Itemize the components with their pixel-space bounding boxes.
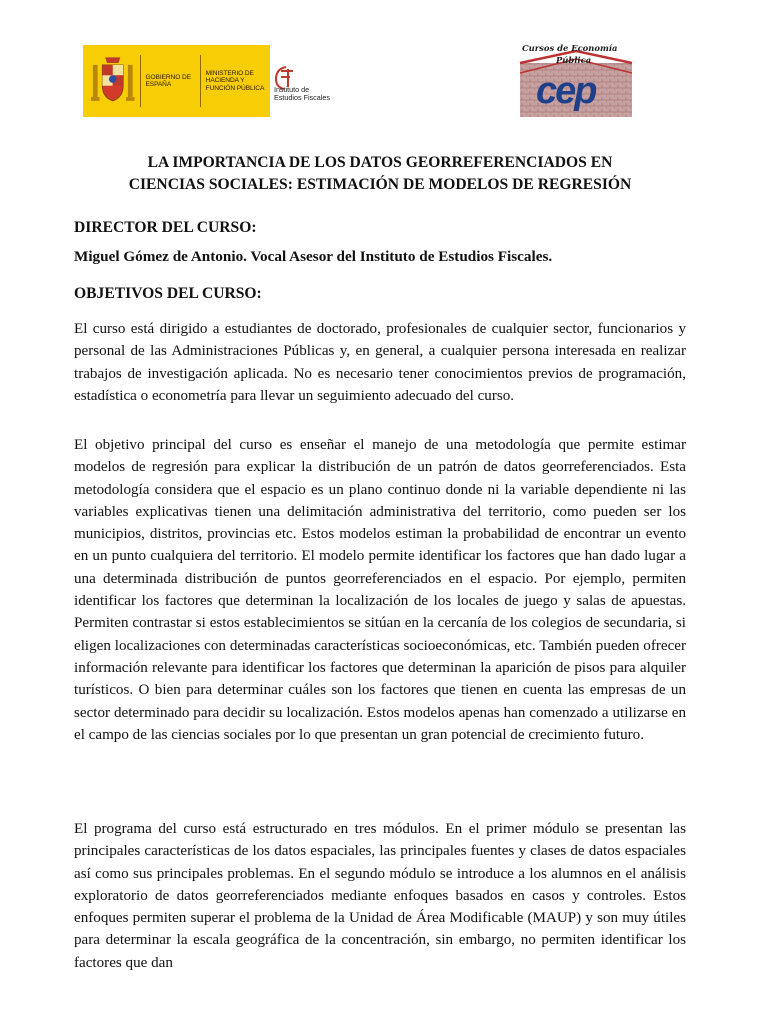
director-heading: DIRECTOR DEL CURSO: (74, 219, 257, 236)
paragraph-2: El objetivo principal del curso es enseñar el manejo de una metodología que permite estimar modelos de regresión para explicar la distribución de un patrón de datos georreferenciados. Esta metodología considera que el espacio es un plano continuo donde ni la variable dependiente ni las variables explicativas tienen una delimitación administrativa del territorio, como pueden ser los municipios, distritos, provincias etc. Estos modelos estiman la probabilidad de encontrar un evento en un punto cualquiera del territorio. El modelo permite identificar los factores que han dado lugar a una determinada distribución de puntos georreferenciados en el espacio. Por ejemplo, permiten identificar los factores que determinan la localización de los locales de juego y salas de apuestas. Permiten contrastar si estos establecimientos se sitúan en la cercanía de los colegios de secundaria, si eligen localizaciones con determinadas características socioeconómicas, etc. También pueden ofrecer información relevante para identificar los factores que determinan la aparición de pisos para alquiler turísticos. O bien para determinar cuáles son los factores que tienen en cuenta las empresas de un sector determinado para decidir su localización. Estos modelos apenas han comenzado a utilizarse en el campo de las ciencias sociales por lo que presentan un gran potencial de crecimiento futuro. (74, 437, 686, 743)
cep-mark-text: cep (536, 70, 596, 112)
ief-text: Instituto de Estudios Fiscales (274, 85, 330, 102)
paragraph-1: El curso está dirigido a estudiantes de doctorado, profesionales de cualquier sector, funcionarios y personal de las Administraciones Públicas y, en general, a cualquier persona interesada en realizar trabajos de investigación aplicada. No es necesario tener conocimientos previos de programación, estadística o econometría para llevar un seguimiento adecuado del curso. (74, 321, 686, 404)
title-line-2: CIENCIAS SOCIALES: ESTIMACIÓN DE MODELOS DE REGRESIÓN (128, 176, 632, 193)
objectives-heading: OBJETIVOS DEL CURSO: (74, 285, 262, 302)
cep-caption-2: Pública (556, 55, 592, 65)
coat-of-arms-icon (91, 52, 135, 110)
gobierno-text: GOBIERNO DE ESPAÑA (145, 73, 191, 88)
logo-divider (200, 55, 201, 107)
logo-divider (140, 55, 141, 107)
title-line-1: LA IMPORTANCIA DE LOS DATOS GEORREFERENCIADOS EN (147, 154, 613, 171)
director-text: Miguel Gómez de Antonio. Vocal Asesor del Instituto de Estudios Fiscales. (74, 248, 553, 265)
document-title (74, 152, 686, 196)
paragraph-3: El programa del curso está estructurado en tres módulos. En el primer módulo se presentan las principales características de los datos espaciales, las principales fuentes y clases de datos espaciales así como sus principales problemas. En el segundo módulo se introduce a los alumnos en el análisis exploratorio de datos georreferenciados mediante enfoques basados en casos y controles. Estos enfoques permiten superar el problema de la Unidad de Área Modificable (MAUP) y son muy útiles para determinar la escala geográfica de la concentración, sin embargo, no permiten identificar los factores que dan (74, 821, 686, 971)
cep-caption-1: Cursos de Economía (522, 43, 618, 53)
ministerio-text: MINISTERIO DE HACIENDA Y FUNCIÓN PÚBLICA (205, 69, 265, 92)
cep-logo (518, 43, 634, 119)
ief-logo (270, 45, 335, 117)
gobierno-espana-logo (83, 45, 270, 117)
